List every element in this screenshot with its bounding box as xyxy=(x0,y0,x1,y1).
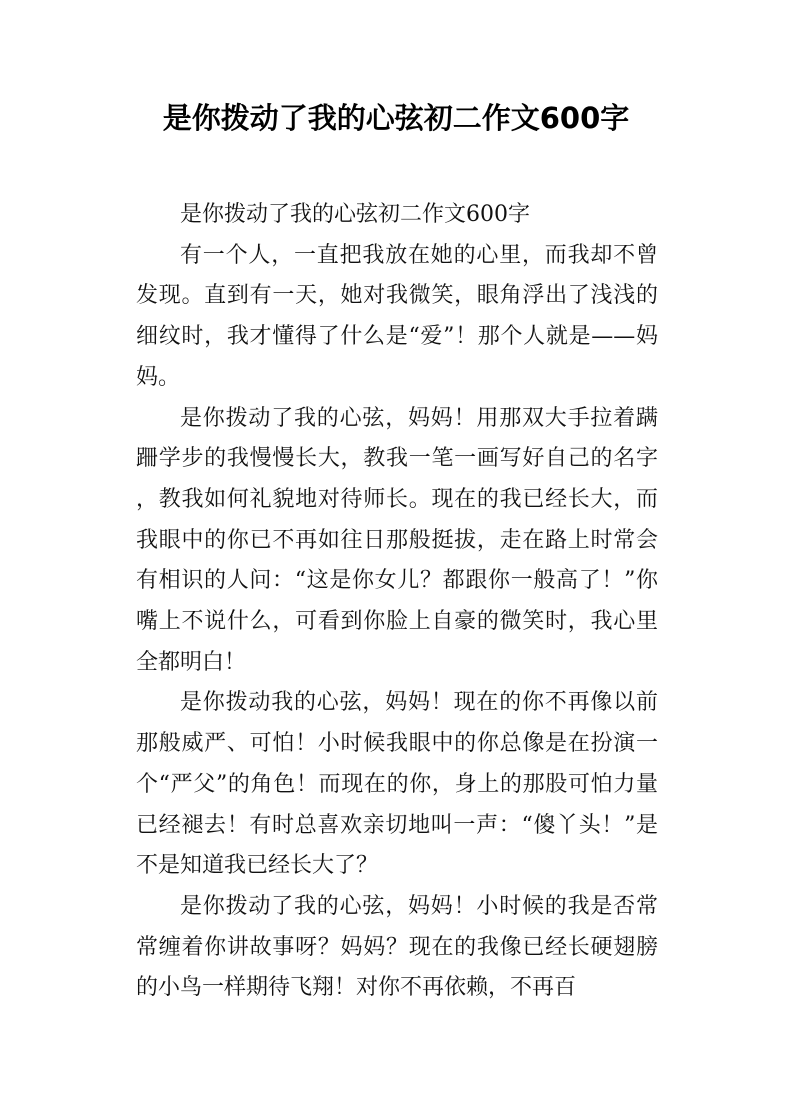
paragraph-growing-up: 是你拨动了我的心弦，妈妈！用那双大手拉着蹒跚学步的我慢慢长大，教我一笔一画写好自己的名字，教我如何礼貌地对待师长。现在的我已经长大，而我眼中的你已不再如往日那般挺拔，走在路上时常会有相识的人问：“这是你女儿？都跟你一般高了！”你嘴上不说什么，可看到你脸上自豪的微笑时，我心里全都明白！ xyxy=(136,405,658,675)
paragraph-subtitle: 是你拨动了我的心弦初二作文600字 xyxy=(180,202,530,227)
document-body xyxy=(136,195,658,1009)
paragraph-intro: 有一个人，一直把我放在她的心里，而我却不曾发现。直到有一天，她对我微笑，眼角浮出了浅浅的细纹时，我才懂得了什么是“爱”！那个人就是——妈妈。 xyxy=(136,242,658,390)
document-title: 是你拨动了我的心弦初二作文600字 xyxy=(162,101,630,135)
paragraph-stories: 是你拨动了我的心弦，妈妈！小时候的我是否常常缠着你讲故事呀？妈妈？现在的我像已经长硬翅膀的小鸟一样期待飞翔！对你不再依赖，不再百 xyxy=(136,893,658,1001)
paragraph-gentle-mother: 是你拨动我的心弦，妈妈！现在的你不再像以前那般威严、可怕！小时候我眼中的你总像是在扮演一个“严父”的角色！而现在的你，身上的那股可怕力量已经褪去！有时总喜欢亲切地叫一声：“傻丫头！”是不是知道我已经长大了？ xyxy=(136,690,658,879)
